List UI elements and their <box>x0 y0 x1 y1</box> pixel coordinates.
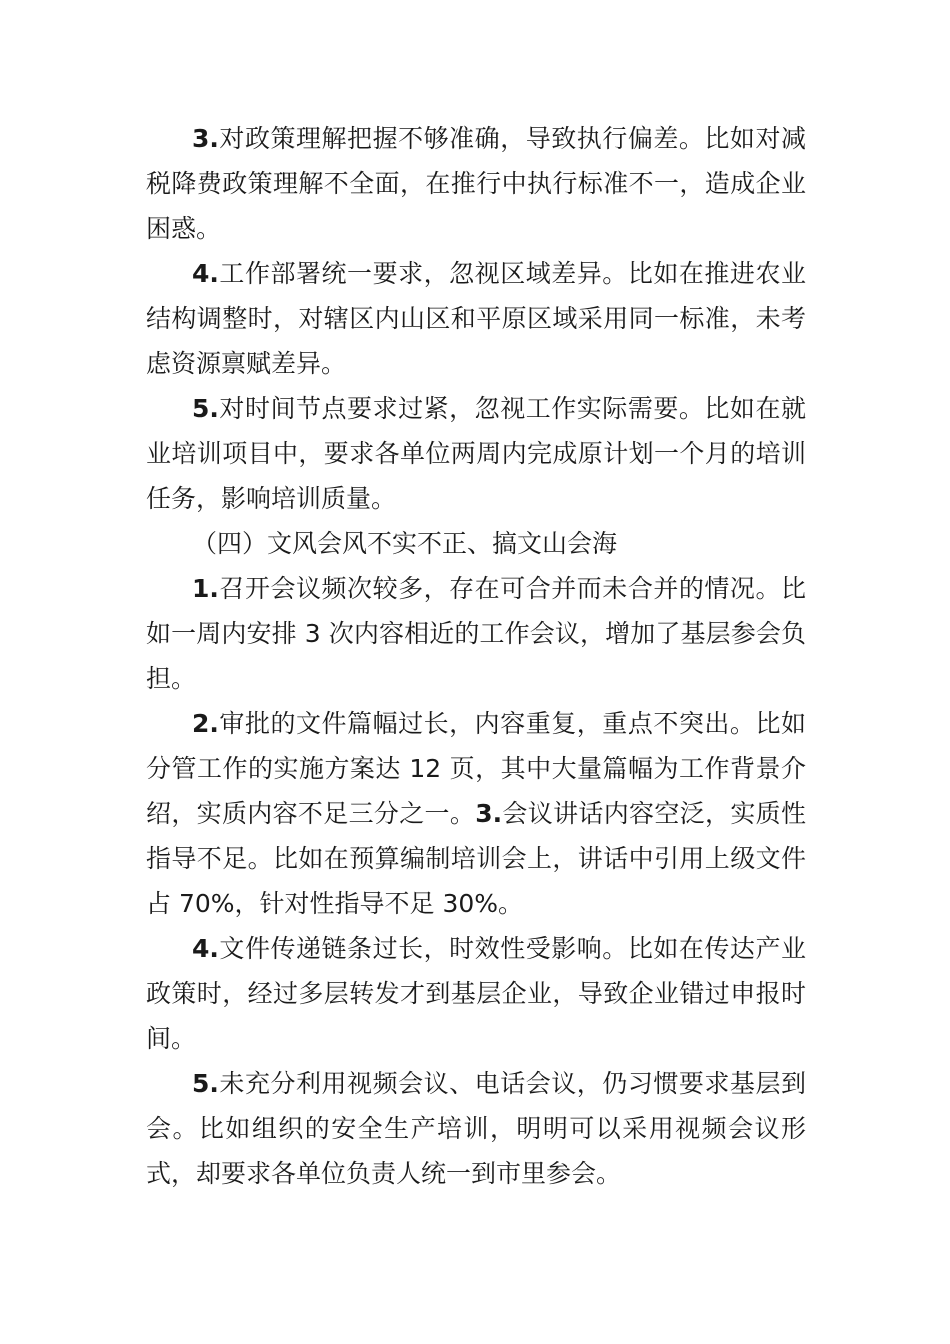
item-number: 3. <box>192 124 219 153</box>
section-heading-text: （四）文风会风不实不正、搞文山会海 <box>192 529 618 558</box>
item-number: 2. <box>192 709 219 738</box>
item-number: 4. <box>192 259 219 288</box>
paragraph-text: 文件传递链条过长，时效性受影响。比如在传达产业政策时，经过多层转发才到基层企业，导致企业错过申报时间。 <box>146 934 806 1053</box>
item-number: 5. <box>192 1069 219 1098</box>
paragraph-text: 对政策理解把握不够准确，导致执行偏差。比如对减税降费政策理解不全面，在推行中执行标准不一，造成企业困惑。 <box>146 124 806 243</box>
paragraph-1-meetings <box>146 566 806 701</box>
paragraph-text: 会议讲话内容空泛，实质性指导不足。比如在预算编制培训会上，讲话中引用上级文件占 70%，针对性指导不足 30%。 <box>146 799 806 918</box>
paragraph-5-video-meetings <box>146 1061 806 1196</box>
paragraph-3-policy <box>146 116 806 251</box>
item-number: 1. <box>192 574 219 603</box>
paragraph-2-documents <box>146 701 806 926</box>
paragraph-4-transmission <box>146 926 806 1061</box>
paragraph-text: 未充分利用视频会议、电话会议，仍习惯要求基层到会。比如组织的安全生产培训，明明可以采用视频会议形式，却要求各单位负责人统一到市里参会。 <box>146 1069 806 1188</box>
paragraph-5-deadline <box>146 386 806 521</box>
paragraph-text: 工作部署统一要求，忽视区域差异。比如在推进农业结构调整时，对辖区内山区和平原区域采用同一标准，未考虑资源禀赋差异。 <box>146 259 806 378</box>
document-body <box>146 116 806 1196</box>
item-number: 3. <box>475 799 503 828</box>
paragraph-text: 召开会议频次较多，存在可合并而未合并的情况。比如一周内安排 3 次内容相近的工作会议，增加了基层参会负担。 <box>146 574 806 693</box>
item-number: 5. <box>192 394 219 423</box>
paragraph-text: 对时间节点要求过紧，忽视工作实际需要。比如在就业培训项目中，要求各单位两周内完成原计划一个月的培训任务，影响培训质量。 <box>146 394 806 513</box>
item-number: 4. <box>192 934 219 963</box>
section-heading <box>146 521 806 566</box>
paragraph-text: 审批的文件篇幅过长，内容重复，重点不突出。比如分管工作的实施方案达 12 页，其中大量篇幅为工作背景介绍，实质内容不足三分之一。 <box>146 709 806 828</box>
paragraph-4-deployment <box>146 251 806 386</box>
